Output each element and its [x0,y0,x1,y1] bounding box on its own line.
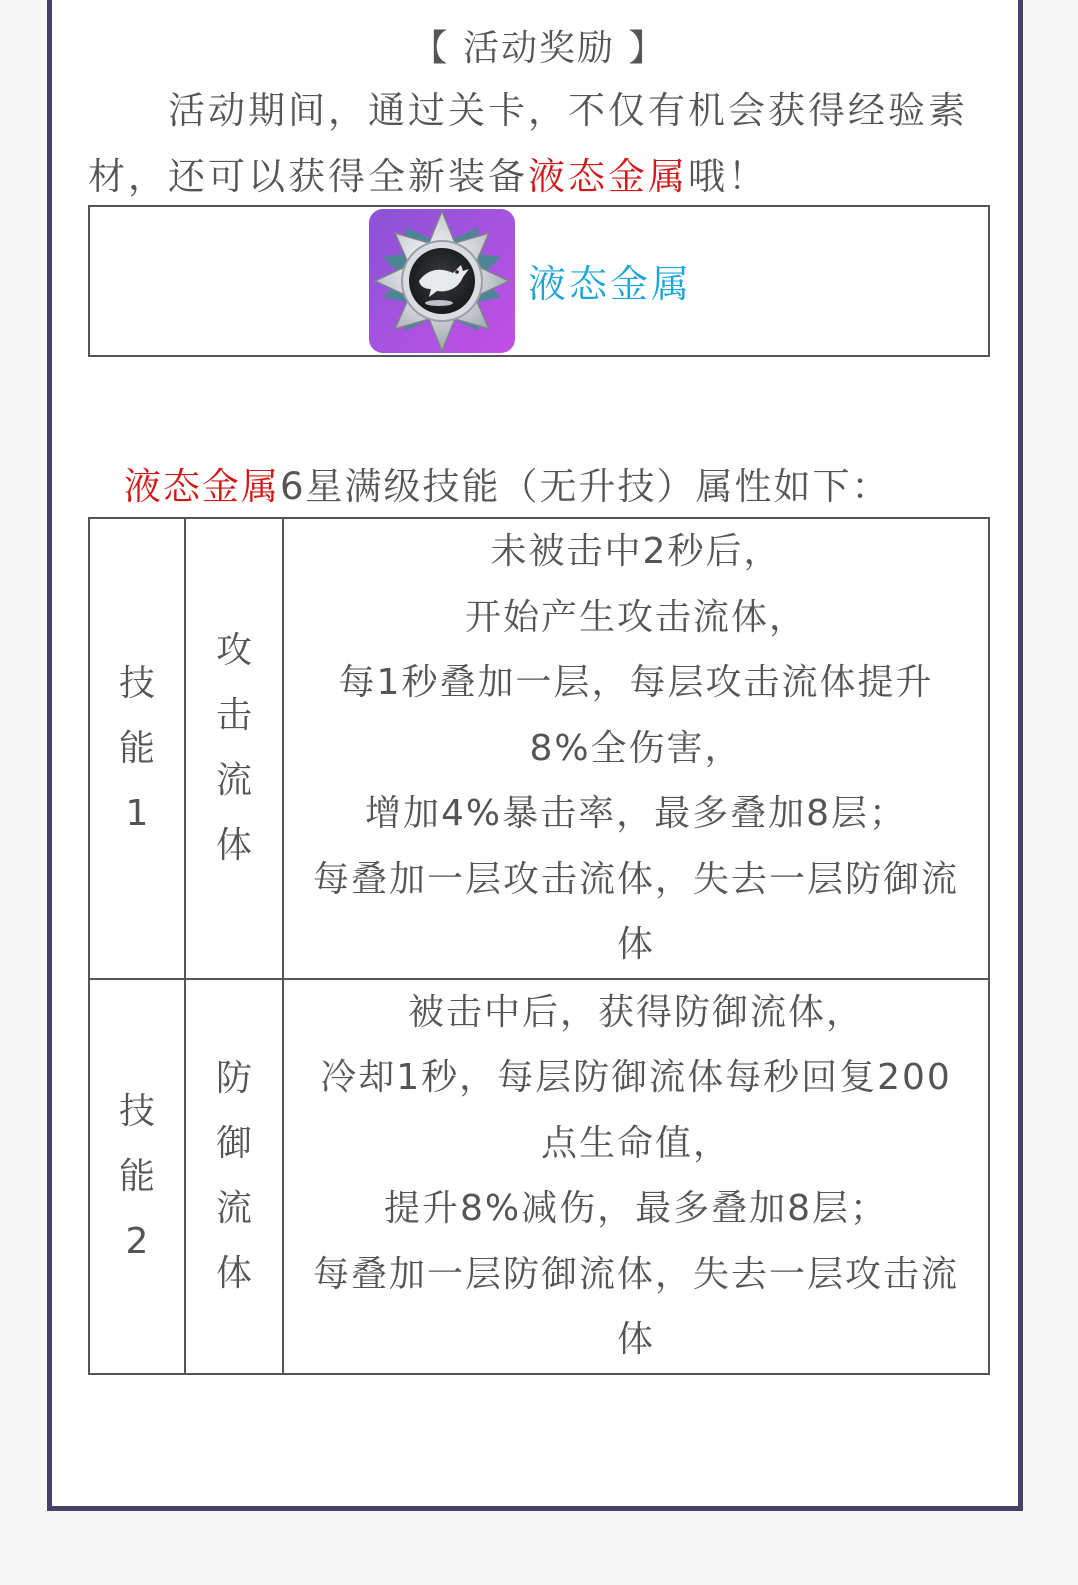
skill-description-line: 每叠加一层攻击流体，失去一层防御流体 [312,858,959,965]
section-title: 【 活动奖励 】 [411,28,667,69]
skill-label-cell [89,518,185,979]
skill-name-cell [185,518,283,979]
skill-description-line: 未被击中2秒后， [490,531,782,572]
skill-description-cell [283,979,989,1374]
skill-name: 防御流体 [215,1058,252,1294]
skill-name-cell [185,979,283,1374]
table-row [89,979,989,1374]
skill-description-line: 增加4%暴击率，最多叠加8层； [364,793,908,834]
skill-description-cell [283,518,989,979]
skill-description-line: 被击中后，获得防御流体， [407,991,864,1033]
skills-heading-highlight: 液态金属 [124,465,280,508]
intro-highlight: 液态金属 [528,155,688,198]
skill-description-line: 冷却1秒，每层防御流体每秒回复200点生命值， [320,1057,952,1164]
content-frame [47,0,1023,1511]
skills-heading-text: 6星满级技能（无升技）属性如下： [280,465,891,508]
skill-label: 技能1 [118,662,155,834]
liquid-metal-medal-icon [369,209,515,353]
skill-description-line: 每叠加一层防御流体，失去一层攻击流体 [312,1253,959,1360]
skill-label: 技能2 [118,1090,155,1262]
skill-name: 攻击流体 [215,630,252,867]
skill-description-line: 提升8%减伤，最多叠加8层； [383,1188,889,1229]
skills-heading [124,456,984,510]
intro-paragraph [88,78,990,210]
skills-table [88,517,990,1375]
intro-tail: 哦！ [688,155,768,198]
item-showcase [88,205,990,357]
item-name: 液态金属 [528,262,693,306]
intro-text: 活动期间，通过关卡，不仅有机会获得经验素材，还可以获得全新装备 [88,89,968,198]
skill-description-line: 开始产生攻击流体， [464,596,807,638]
skill-label-cell [89,979,185,1374]
skill-description-line: 每1秒叠加一层，每层攻击流体提升8%全伤害， [338,662,934,769]
table-row [89,518,989,979]
